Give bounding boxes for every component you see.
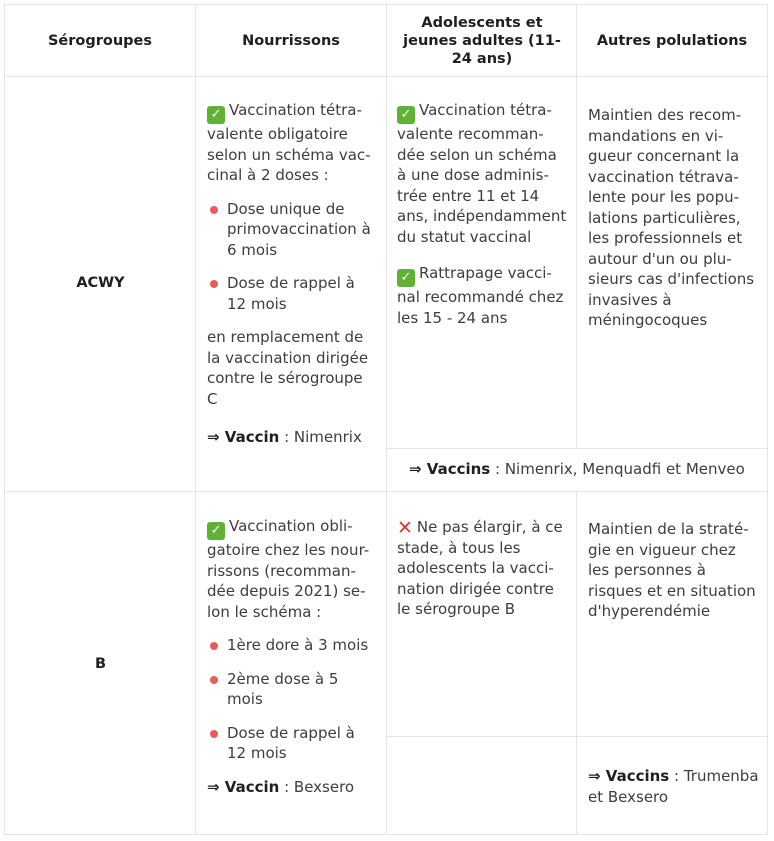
divider xyxy=(387,736,767,737)
divider xyxy=(386,5,387,834)
check-icon: ✓ xyxy=(207,106,225,124)
bullet-icon xyxy=(210,642,218,650)
acwy-shared-vaccines: ⇒ Vaccins : Nimenrix, Menquadfi et Menveo xyxy=(409,460,745,478)
list-item: 2ème dose à 5 mois xyxy=(207,669,377,710)
vaccination-table xyxy=(4,4,768,835)
header-infants: Nourrissons xyxy=(242,32,340,49)
divider xyxy=(195,5,196,834)
check-icon: ✓ xyxy=(207,522,225,540)
b-adolescents-cell: ✕ Ne pas élargir, à ce stade, à tous les adolescents la vacci-nation dirigée contre le sérogroupe B xyxy=(397,517,563,618)
b-others-vaccines: ⇒ Vaccins : Trumenba et Bexsero xyxy=(588,767,759,806)
header-other-populations: Autres polulations xyxy=(596,32,748,49)
check-icon: ✓ xyxy=(397,106,415,124)
acwy-others-cell: Maintien des recom-mandations en vi-gueur concernant la vaccination tétrava-lente pour les popu-lations particulières, les professionnels et autour d'un ou plu-sieurs cas d'infections invasives à méningocoques xyxy=(588,106,755,329)
acwy-adolescents-p1: ✓ Vaccination tétra-valente recomman-dée selon un schéma à une dose adminis-trée entre 11 et 14 ans, indépendamment du statut vaccinal xyxy=(397,101,567,246)
divider xyxy=(387,448,767,449)
list-item: Dose de rappel à 12 mois xyxy=(207,273,377,314)
b-infants-intro: ✓ Vaccination obli-gatoire chez les nour-rissons (recomman-dée depuis 2021) se-lon le schéma : xyxy=(207,517,370,621)
bullet-icon xyxy=(210,676,218,684)
list-item: Dose unique de primovaccination à 6 mois xyxy=(207,199,377,261)
divider xyxy=(576,492,577,834)
b-others-cell: Maintien de la straté-gie en vigueur chez les personnes à risques et en situation d'hyperendémie xyxy=(588,520,756,620)
acwy-adolescents-cell xyxy=(397,100,569,328)
acwy-infants-cell xyxy=(207,100,377,448)
acwy-infants-vaccine: ⇒ Vaccin : Nimenrix xyxy=(207,428,362,446)
acwy-infants-intro: ✓ Vaccination tétra-valente obligatoire selon un schéma vac-cinal à 2 doses : xyxy=(207,101,371,184)
bullet-icon xyxy=(210,206,218,214)
b-infants-cell xyxy=(207,516,377,797)
acwy-infants-note: en remplacement de la vaccination dirigée contre le sérogroupe C xyxy=(207,328,369,408)
header-serogroups: Sérogroupes xyxy=(47,32,153,49)
check-icon: ✓ xyxy=(397,269,415,287)
bullet-icon xyxy=(210,730,218,738)
acwy-adolescents-p2: ✓ Rattrapage vacci-nal recommandé chez les 15 - 24 ans xyxy=(397,264,564,327)
list-item: 1ère dore à 3 mois xyxy=(207,635,377,656)
row-label-acwy: ACWY xyxy=(76,275,125,291)
list-item: Dose de rappel à 12 mois xyxy=(207,723,377,764)
bullet-icon xyxy=(210,280,218,288)
b-infants-vaccine: ⇒ Vaccin : Bexsero xyxy=(207,777,355,796)
cross-icon: ✕ xyxy=(397,517,413,539)
header-adolescents: Adolescents et jeunes adultes (11-24 ans) xyxy=(403,14,561,67)
row-label-b: B xyxy=(94,656,107,672)
